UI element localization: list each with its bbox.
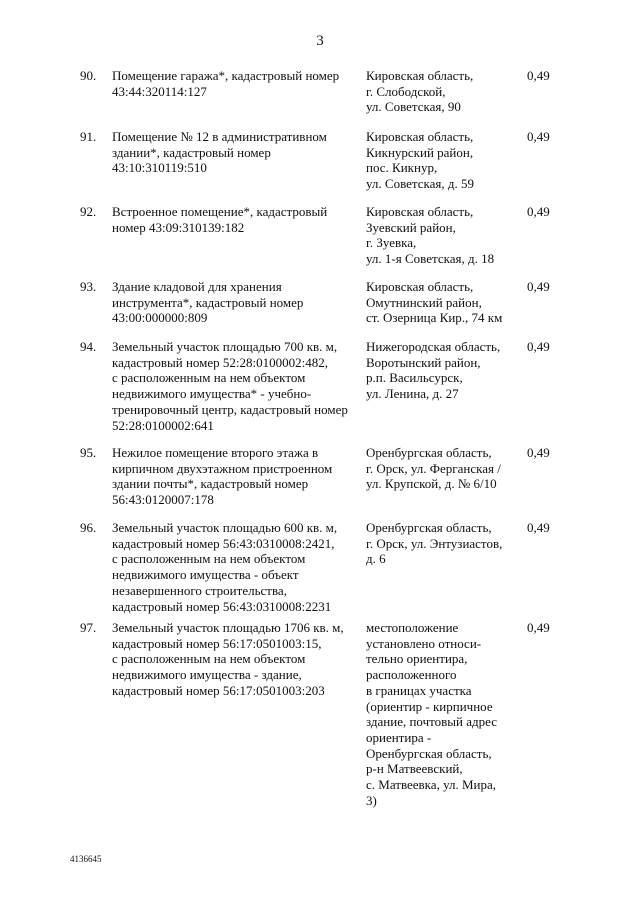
entry-value: 0,49 <box>527 620 550 635</box>
entry-value: 0,49 <box>527 129 550 144</box>
entry-description <box>112 445 350 508</box>
entry-number: 94. <box>80 339 97 354</box>
address-line: ул. Советская, 90 <box>366 99 461 115</box>
address-line: Кикнурский район, <box>366 144 474 160</box>
address-line: Кировская область, <box>366 129 474 144</box>
address-line: ул. 1-я Советская, д. 18 <box>366 251 495 267</box>
entry-description <box>112 520 350 614</box>
entry-address <box>366 279 516 326</box>
entry-number: 91. <box>80 129 97 144</box>
description-line: Помещение гаража*, кадастровый номер <box>112 68 340 83</box>
entry-number: 93. <box>80 279 97 294</box>
description-line: недвижимого имущества - объект <box>112 567 299 583</box>
description-line: номер 43:09:310139:182 <box>112 219 245 235</box>
entry-number: 97. <box>80 620 97 635</box>
description-line: 43:00:000000:809 <box>112 310 208 326</box>
address-line: г. Зуевка, <box>366 235 417 251</box>
address-line: пос. Кикнур, <box>366 160 438 176</box>
address-line: (ориентир - кирпичное <box>366 698 493 714</box>
entry-description <box>112 204 350 235</box>
description-line: тренировочный центр, кадастровый номер <box>112 401 348 417</box>
entry-number: 96. <box>80 520 97 535</box>
entry-number: 95. <box>80 445 97 460</box>
entry-address <box>366 68 516 115</box>
entry-description <box>112 129 350 176</box>
description-line: кадастровый номер 56:17:0501003:203 <box>112 682 325 698</box>
address-line: установлено относи- <box>366 635 482 651</box>
entry-address <box>366 204 516 267</box>
description-line: кадастровый номер 56:43:0310008:2421, <box>112 535 335 551</box>
description-line: 56:43:0120007:178 <box>112 492 214 508</box>
description-line: Земельный участок площадью 600 кв. м, <box>112 520 338 535</box>
description-line: Земельный участок площадью 1706 кв. м, <box>112 620 344 635</box>
entry-address <box>366 129 516 192</box>
description-line: здании*, кадастровый номер <box>112 144 271 160</box>
address-line: ул. Советская, д. 59 <box>366 176 475 192</box>
description-line: Нежилое помещение второго этажа в <box>112 445 319 460</box>
entry-address <box>366 445 516 492</box>
address-line: Омутнинский район, <box>366 294 482 310</box>
document-code: 4136645 <box>70 854 102 864</box>
description-line: Помещение № 12 в административном <box>112 129 327 144</box>
address-line: расположенного <box>366 667 457 683</box>
entry-description <box>112 68 350 99</box>
entry-number: 90. <box>80 68 97 83</box>
description-line: кадастровый номер 56:17:0501003:15, <box>112 635 322 651</box>
description-line: кадастровый номер 52:28:0100002:482, <box>112 354 329 370</box>
address-line: Оренбургская область, <box>366 520 492 535</box>
address-line: с. Матвеевка, ул. Мира, <box>366 777 497 793</box>
description-line: здании почты*, кадастровый номер <box>112 476 309 492</box>
entry-number: 92. <box>80 204 97 219</box>
address-line: ориентира - <box>366 729 432 745</box>
address-line: г. Орск, ул. Энтузиастов, <box>366 535 503 551</box>
address-line: Кировская область, <box>366 204 474 219</box>
description-line: с расположенным на нем объектом <box>112 651 306 667</box>
address-line: тельно ориентира, <box>366 651 468 667</box>
description-line: кирпичном двухэтажном пристроенном <box>112 460 333 476</box>
description-line: с расположенным на нем объектом <box>112 370 306 386</box>
description-line: с расположенным на нем объектом <box>112 551 306 567</box>
entry-address <box>366 620 516 808</box>
description-line: недвижимого имущества* - учебно- <box>112 386 312 402</box>
description-line: Здание кладовой для хранения <box>112 279 282 294</box>
address-line: Оренбургская область, <box>366 445 492 460</box>
address-line: 3) <box>366 792 377 808</box>
description-line: 52:28:0100002:641 <box>112 417 214 433</box>
address-line: ст. Озерница Кир., 74 км <box>366 310 503 326</box>
entry-value: 0,49 <box>527 279 550 294</box>
address-line: ул. Ленина, д. 27 <box>366 386 459 402</box>
address-line: Зуевский район, <box>366 219 456 235</box>
address-line: Нижегородская область, <box>366 339 501 354</box>
address-line: местоположение <box>366 620 459 635</box>
description-line: 43:10:310119:510 <box>112 160 207 176</box>
address-line: Воротынский район, <box>366 354 481 370</box>
entry-value: 0,49 <box>527 204 550 219</box>
description-line: инструмента*, кадастровый номер <box>112 294 304 310</box>
entry-description <box>112 279 350 326</box>
entry-description <box>112 620 350 699</box>
address-line: р-н Матвеевский, <box>366 761 463 777</box>
address-line: г. Слободской, <box>366 83 446 99</box>
entry-value: 0,49 <box>527 339 550 354</box>
address-line: ул. Крупской, д. № 6/10 <box>366 476 497 492</box>
address-line: Оренбургская область, <box>366 745 492 761</box>
description-line: Земельный участок площадью 700 кв. м, <box>112 339 338 354</box>
description-line: 43:44:320114:127 <box>112 83 207 99</box>
entry-description <box>112 339 350 433</box>
address-line: р.п. Васильсурск, <box>366 370 463 386</box>
address-line: г. Орск, ул. Ферганская / <box>366 460 501 476</box>
description-line: кадастровый номер 56:43:0310008:2231 <box>112 598 332 614</box>
entry-address <box>366 520 516 567</box>
address-line: д. 6 <box>366 551 386 567</box>
entry-value: 0,49 <box>527 445 550 460</box>
description-line: недвижимого имущества - здание, <box>112 667 302 683</box>
address-line: здание, почтовый адрес <box>366 714 497 730</box>
description-line: Встроенное помещение*, кадастровый <box>112 204 328 219</box>
page-number: 3 <box>316 33 324 49</box>
entry-value: 0,49 <box>527 520 550 535</box>
address-line: Кировская область, <box>366 68 474 83</box>
entry-address <box>366 339 516 402</box>
address-line: Кировская область, <box>366 279 474 294</box>
address-line: в границах участка <box>366 682 472 698</box>
entry-value: 0,49 <box>527 68 550 83</box>
description-line: незавершенного строительства, <box>112 582 287 598</box>
